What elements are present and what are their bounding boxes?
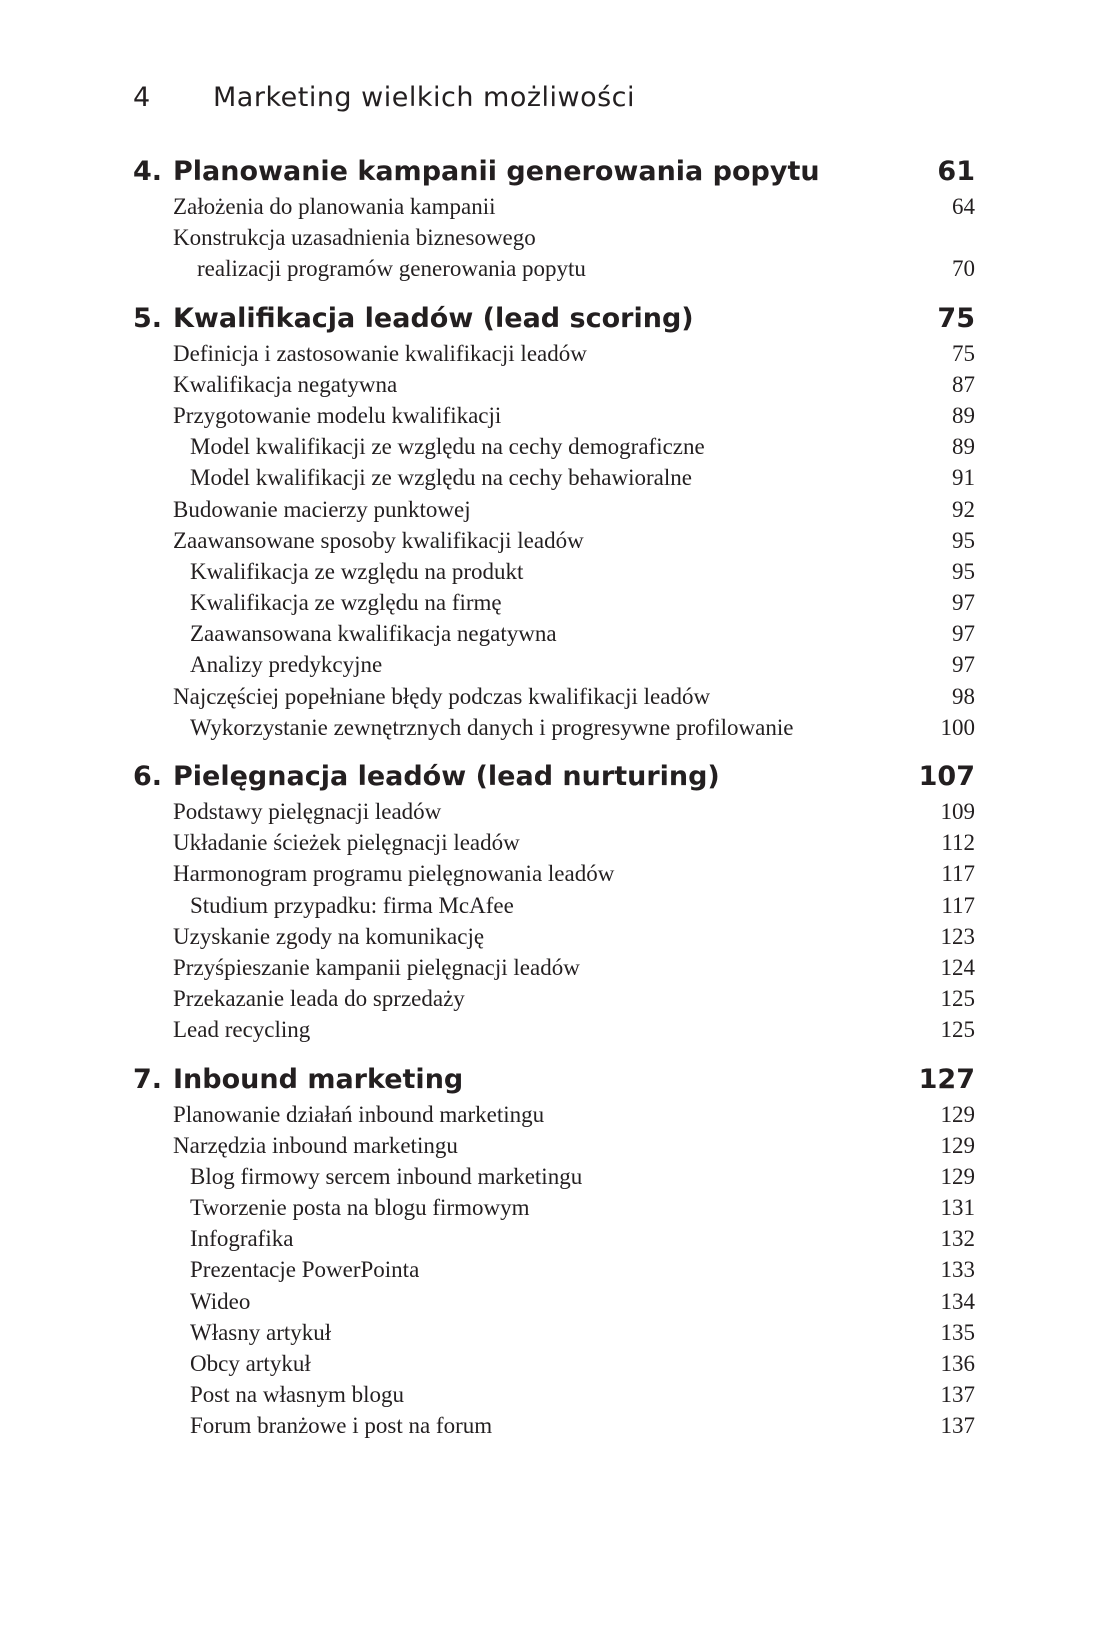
toc-entry: [133, 431, 975, 462]
toc-entry: [133, 796, 975, 827]
entry-page-number: 117: [941, 892, 975, 918]
toc-entry: [133, 1192, 975, 1223]
entry-title: Obcy artykuł: [190, 1351, 311, 1376]
entry-title: Uzyskanie zgody na komunikację: [173, 923, 485, 949]
chapter-number: 7.: [133, 1063, 163, 1095]
toc-entry: [133, 494, 975, 525]
toc-entry: [133, 921, 975, 952]
chapter-page-number: 107: [918, 761, 975, 792]
entry-page-number: 87: [952, 371, 975, 397]
entry-title: Infografika: [190, 1226, 294, 1252]
toc-entry: [133, 222, 975, 253]
entry-page-number: 129: [940, 1163, 975, 1189]
toc-entry: [133, 681, 975, 712]
entry-page-number: 89: [952, 402, 975, 428]
toc-entry: [133, 369, 975, 400]
toc-entry: [133, 1379, 975, 1410]
entry-page-number: 124: [940, 954, 975, 980]
entry-title: Forum branżowe i post na forum: [190, 1413, 493, 1439]
chapter-heading: [133, 1061, 975, 1099]
toc-entry: [133, 1317, 975, 1348]
chapter-title: Kwalifikacja leadów (lead scoring): [173, 302, 694, 334]
entry-title: Wideo: [190, 1288, 251, 1314]
chapter-entries: [133, 796, 975, 1046]
entry-title: Tworzenie posta na blogu firmowym: [190, 1195, 530, 1221]
chapter-entries: [133, 338, 975, 743]
chapter-6: [133, 758, 975, 1046]
entry-page-number: 97: [952, 590, 975, 616]
entry-title: Kwalifikacja negatywna: [173, 371, 398, 397]
toc-entry: [133, 1223, 975, 1254]
chapter-entries: [133, 191, 975, 285]
entry-page-number: 137: [940, 1382, 975, 1408]
chapter-page-number: 61: [937, 156, 975, 187]
entry-title: Wykorzystanie zewnętrznych danych i progresywne profilowanie: [190, 714, 794, 740]
chapter-entries: [133, 1099, 975, 1442]
entry-page-number: 98: [952, 683, 975, 709]
chapter-5: [133, 300, 975, 743]
entry-title: Lead recycling: [173, 1017, 311, 1043]
toc-entry: [133, 400, 975, 431]
toc-entry: [133, 827, 975, 858]
toc-entry: [133, 858, 975, 889]
entry-title: Narzędzia inbound marketingu: [173, 1132, 458, 1158]
entry-title: Prezentacje PowerPointa: [190, 1257, 420, 1283]
toc-entry: [133, 253, 975, 284]
entry-title: Przygotowanie modelu kwalifikacji: [173, 402, 502, 428]
chapter-heading: [133, 153, 975, 191]
entry-page-number: 137: [940, 1413, 975, 1439]
entry-title: Przekazanie leada do sprzedaży: [173, 986, 465, 1012]
chapter-7: [133, 1061, 975, 1442]
entry-title: Harmonogram programu pielęgnowania leadów: [173, 861, 615, 887]
chapter-heading: [133, 300, 975, 338]
toc-entry: [133, 1254, 975, 1285]
entry-title: Analizy predykcyjne: [190, 652, 383, 678]
page-number: 4: [133, 82, 151, 113]
entry-title: Definicja i zastosowanie kwalifikacji leadów: [173, 340, 587, 366]
entry-title: Budowanie macierzy punktowej: [173, 496, 471, 522]
toc-entry: [133, 1130, 975, 1161]
entry-title: Konstrukcja uzasadnienia biznesowego: [173, 225, 536, 251]
toc-entry: [133, 556, 975, 587]
entry-page-number: 64: [952, 194, 975, 219]
entry-page-number: 95: [952, 527, 975, 553]
chapter-title: Planowanie kampanii generowania popytu: [173, 156, 820, 187]
entry-title: Przyśpieszanie kampanii pielęgnacji leadów: [173, 954, 580, 980]
entry-page-number: 129: [940, 1101, 975, 1127]
entry-page-number: 91: [952, 465, 975, 491]
chapter-heading: [133, 758, 975, 796]
toc-entry: [133, 649, 975, 680]
book-title: Marketing wielkich możliwości: [213, 82, 636, 113]
entry-title: Układanie ścieżek pielęgnacji leadów: [173, 830, 520, 856]
table-of-contents: [133, 153, 975, 1442]
entry-page-number: 100: [940, 714, 975, 740]
entry-title: realizacji programów generowania popytu: [197, 256, 586, 282]
entry-page-number: 125: [940, 986, 975, 1012]
toc-entry: [133, 712, 975, 743]
toc-entry: [133, 1099, 975, 1130]
entry-page-number: 131: [940, 1195, 975, 1221]
entry-page-number: 125: [940, 1017, 975, 1043]
toc-entry: [133, 191, 975, 222]
toc-entry: [133, 525, 975, 556]
entry-title: Model kwalifikacji ze względu na cechy behawioralne: [190, 465, 692, 491]
chapter-number: 6.: [133, 761, 163, 792]
entry-page-number: 134: [940, 1288, 975, 1314]
entry-page-number: 70: [952, 256, 975, 282]
entry-page-number: 129: [940, 1132, 975, 1158]
entry-page-number: 135: [940, 1319, 975, 1345]
entry-page-number: 89: [952, 434, 975, 460]
entry-title: Kwalifikacja ze względu na produkt: [190, 558, 524, 584]
entry-page-number: 95: [952, 558, 975, 584]
entry-page-number: 136: [940, 1351, 975, 1376]
chapter-title: Pielęgnacja leadów (lead nurturing): [173, 761, 720, 792]
entry-page-number: 112: [941, 830, 975, 856]
toc-entry: [133, 983, 975, 1014]
entry-title: Zaawansowane sposoby kwalifikacji leadów: [173, 527, 584, 553]
entry-page-number: 132: [940, 1226, 975, 1252]
entry-title: Zaawansowana kwalifikacja negatywna: [190, 621, 557, 647]
entry-title: Planowanie działań inbound marketingu: [173, 1101, 545, 1127]
toc-entry: [133, 952, 975, 983]
chapter-4: [133, 153, 975, 285]
entry-page-number: 123: [940, 923, 975, 949]
chapter-page-number: 127: [918, 1063, 975, 1095]
chapter-title: Inbound marketing: [173, 1063, 464, 1095]
entry-page-number: 109: [940, 799, 975, 824]
entry-page-number: 92: [952, 496, 975, 522]
entry-title: Studium przypadku: firma McAfee: [190, 892, 514, 918]
toc-entry: [133, 1286, 975, 1317]
toc-entry: [133, 1161, 975, 1192]
entry-title: Najczęściej popełniane błędy podczas kwalifikacji leadów: [173, 683, 711, 709]
entry-title: Blog firmowy sercem inbound marketingu: [190, 1163, 583, 1189]
entry-page-number: 117: [941, 861, 975, 887]
entry-title: Post na własnym blogu: [190, 1382, 405, 1408]
entry-page-number: 75: [952, 340, 975, 366]
entry-page-number: 97: [952, 652, 975, 678]
entry-page-number: 97: [952, 621, 975, 647]
toc-entry: [133, 1410, 975, 1441]
entry-title: Założenia do planowania kampanii: [173, 194, 496, 219]
toc-entry: [133, 462, 975, 493]
entry-title: Własny artykuł: [190, 1319, 332, 1345]
toc-entry: [133, 618, 975, 649]
toc-entry: [133, 1014, 975, 1045]
entry-title: Model kwalifikacji ze względu na cechy demograficzne: [190, 434, 705, 460]
running-header: [133, 76, 993, 120]
chapter-number: 4.: [133, 156, 163, 187]
entry-page-number: 133: [940, 1257, 975, 1283]
entry-title: Podstawy pielęgnacji leadów: [173, 799, 442, 824]
toc-entry: [133, 587, 975, 618]
toc-entry: [133, 890, 975, 921]
entry-title: Kwalifikacja ze względu na firmę: [190, 590, 502, 616]
toc-entry: [133, 1348, 975, 1379]
toc-entry: [133, 338, 975, 369]
chapter-number: 5.: [133, 302, 163, 334]
chapter-page-number: 75: [937, 302, 975, 334]
